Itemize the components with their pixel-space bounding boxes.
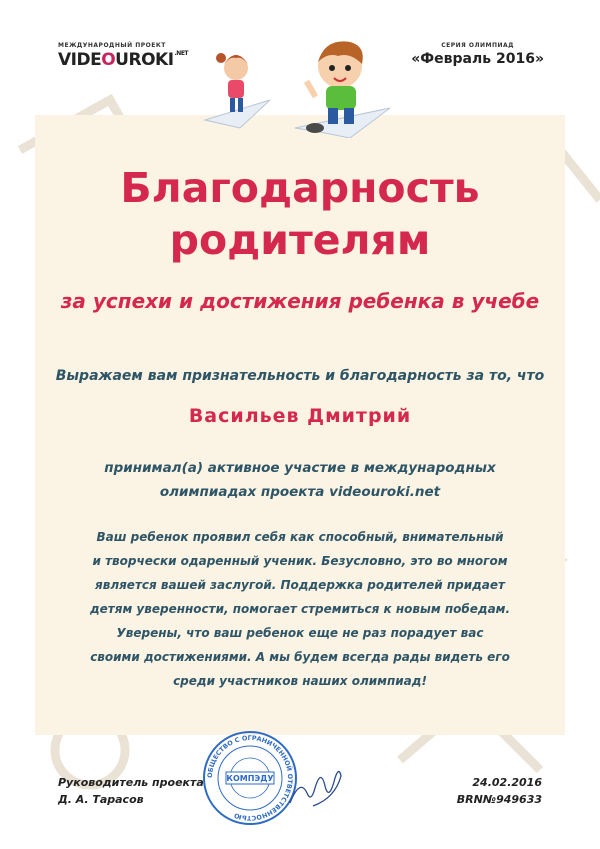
- brand-post: UROKI: [115, 50, 174, 70]
- stamp-ring-text: ОБЩЕСТВО С ОГРАНИЧЕННОЙ ОТВЕТСТВЕННОСТЬЮ: [205, 733, 295, 823]
- participation-text: [0, 456, 600, 504]
- kids-on-paper-planes-illustration: [200, 28, 400, 138]
- certificate-number: BRN№949633: [456, 793, 542, 806]
- project-logo: [58, 42, 188, 70]
- series-label: СЕРИЯ ОЛИМПИАД: [441, 42, 514, 49]
- body-line: является вашей заслугой. Поддержка родителей придает: [95, 578, 505, 592]
- certificate-title-line-2: родителям: [169, 216, 431, 264]
- series-value: «Февраль 2016»: [411, 51, 544, 67]
- stamp-center-text: КОМПЭДУ: [226, 774, 274, 783]
- olympiad-series: [411, 42, 544, 67]
- participation-line-2: олимпиадах проекта videouroki.net: [159, 484, 441, 500]
- signer-name: Д. А. Тарасов: [58, 793, 144, 806]
- gratitude-intro: Выражаем вам признательность и благодарность за то, что: [55, 368, 545, 384]
- certificate-title-line-1: Благодарность: [120, 164, 480, 212]
- body-line: и творчески одаренный ученик. Безусловно, это во многом: [92, 554, 508, 568]
- body-line: Уверены, что ваш ребенок еще не раз порадует вас: [116, 626, 484, 640]
- certificate-subtitle: за успехи и достижения ребенка в учебе: [60, 289, 540, 313]
- body-line: Ваш ребенок проявил себя как способный, внимательный: [96, 530, 504, 544]
- signer-role: Руководитель проекта: [58, 776, 204, 789]
- signature: [285, 758, 345, 813]
- brand-logo: [58, 50, 188, 70]
- signer-block: [58, 774, 204, 808]
- project-label: МЕЖДУНАРОДНЫЙ ПРОЕКТ: [58, 42, 166, 49]
- participation-line-1: принимал(а) активное участие в международных: [104, 460, 496, 476]
- body-line: своими достижениями. А мы будем всегда рады видеть его: [90, 650, 510, 664]
- body-line: детям уверенности, помогает стремиться к новым победам.: [89, 602, 511, 616]
- certificate-body: [0, 525, 600, 693]
- certificate-meta: [457, 774, 542, 808]
- issue-date: 24.02.2016: [472, 776, 542, 789]
- brand-suffix: .NET: [174, 50, 189, 57]
- brand-pre: VIDE: [58, 50, 102, 70]
- brand-o: O: [101, 50, 116, 70]
- student-name: Васильев Дмитрий: [188, 405, 412, 427]
- body-line: среди участников наших олимпиад!: [173, 674, 427, 688]
